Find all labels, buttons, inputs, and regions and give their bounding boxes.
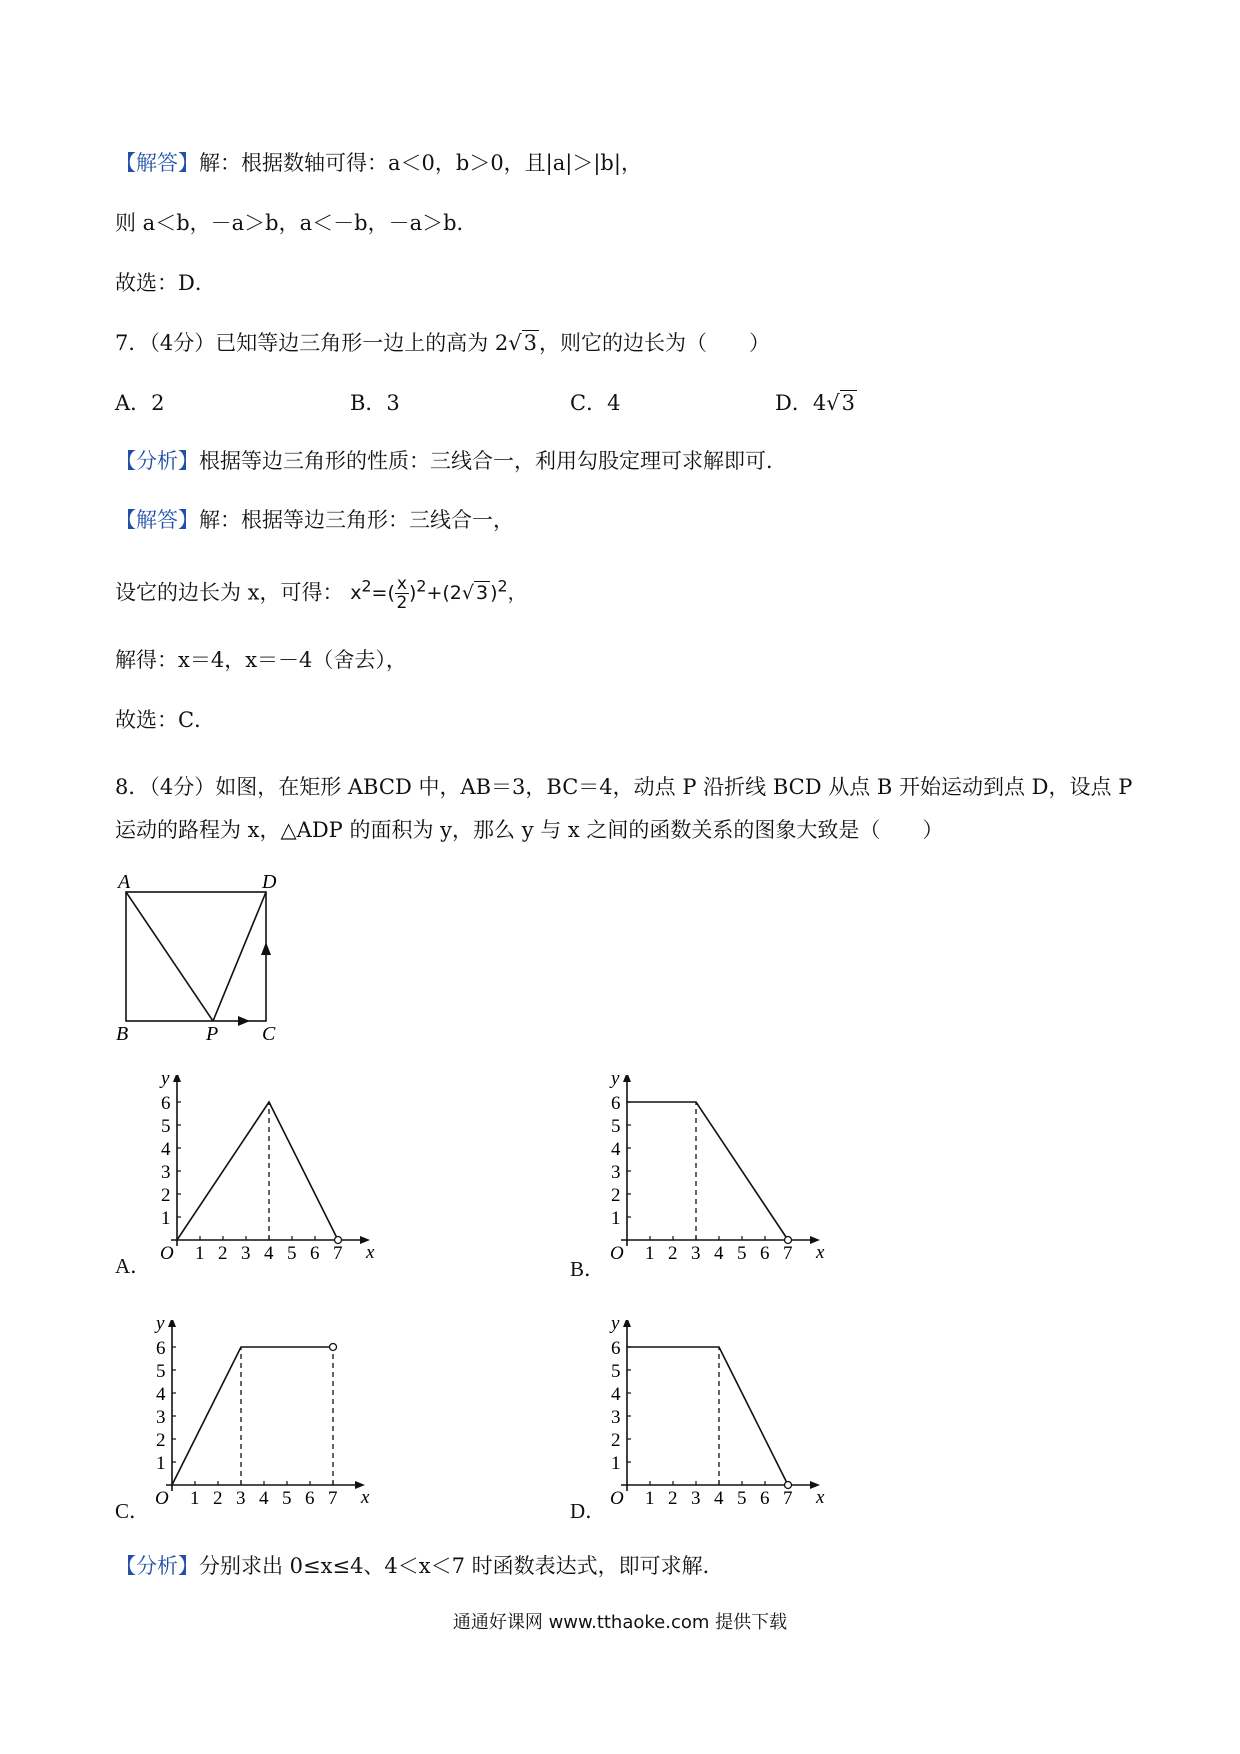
function-line [172, 1347, 333, 1485]
rectangle-figure [110, 870, 310, 1040]
origin-label: O [610, 1243, 624, 1264]
y-tick-label: 5 [161, 1116, 171, 1137]
x-tick-label: 7 [783, 1488, 793, 1509]
y-axis-label: y [156, 1320, 165, 1334]
y-tick-label: 5 [156, 1361, 166, 1382]
y-axis-arrow-icon [173, 1075, 181, 1082]
q7-option-a: A．2 [115, 391, 165, 415]
y-tick-label: 1 [611, 1208, 621, 1229]
eq-exp-2: 2 [416, 577, 427, 596]
graph-option-a-label: A． [115, 1254, 152, 1278]
answer-text: 解：根据数轴可得：a＜0，b＞0，且|a|＞|b|， [199, 151, 642, 175]
eq-exp: 2 [361, 577, 372, 596]
graph-option-c-label: C． [115, 1499, 151, 1523]
open-endpoint [330, 1344, 337, 1351]
y-tick-label: 1 [611, 1453, 621, 1474]
y-tick-label: 3 [161, 1162, 171, 1183]
y-tick-label: 4 [156, 1384, 166, 1405]
function-line [627, 1347, 788, 1485]
x-tick-label: 1 [190, 1488, 200, 1509]
q7-stem [115, 328, 770, 358]
eq-close-paren: ) [408, 582, 417, 605]
origin-label: O [610, 1488, 624, 1509]
y-tick-label: 1 [161, 1208, 171, 1229]
x-tick-label: 4 [714, 1488, 724, 1509]
x-tick-label: 6 [760, 1243, 770, 1264]
setup-prefix: 设它的边长为 x，可得： [115, 580, 344, 605]
q7-analysis [115, 446, 787, 476]
y-tick-label: 2 [161, 1185, 171, 1206]
q7-solve: 解得：x＝4，x＝－4（舍去）， [115, 648, 407, 672]
answer-text: 解：根据等边三角形：三线合一， [199, 508, 514, 532]
q7-option-b: B．3 [350, 391, 400, 415]
x-tick-label: 1 [645, 1243, 655, 1264]
x-axis-label: x [816, 1242, 825, 1263]
q7-stem-suffix: ，则它的边长为（ ） [539, 331, 771, 355]
answer-tag: 【解答】 [115, 508, 199, 532]
x-tick-label: 1 [645, 1488, 655, 1509]
open-endpoint [785, 1482, 792, 1489]
sqrt-icon: √ 3 [461, 582, 489, 605]
radicand: 3 [523, 331, 538, 355]
q6-comparison-line: 则 a＜b，－a＞b，a＜－b，－a＞b． [115, 211, 478, 235]
label-c: C [262, 1023, 276, 1040]
eq-equals: =( [371, 582, 395, 605]
sqrt-icon: √3 [508, 331, 538, 355]
frac-den: 2 [396, 593, 408, 614]
x-tick-label: 3 [241, 1243, 251, 1264]
function-line [627, 1102, 788, 1240]
x-tick-label: 5 [287, 1243, 297, 1264]
arrow-up-icon [261, 942, 271, 955]
y-tick-label: 4 [611, 1384, 621, 1405]
x-tick-label: 2 [668, 1488, 678, 1509]
graph-option-c [150, 1320, 380, 1520]
q6-answer-line [115, 148, 642, 178]
label-d: D [262, 871, 277, 893]
y-tick-label: 6 [156, 1338, 166, 1359]
eq-exp-3: 2 [497, 577, 508, 596]
y-tick-label: 4 [611, 1139, 621, 1160]
x-tick-label: 6 [305, 1488, 315, 1509]
x-axis-label: x [361, 1487, 370, 1508]
eq-plus: +(2 [426, 582, 462, 605]
y-tick-label: 2 [156, 1430, 166, 1451]
frac-num: x [396, 574, 407, 595]
q7-choice: 故选：C． [115, 708, 216, 732]
y-axis-arrow-icon [623, 1075, 631, 1082]
option-d-text: D．4 [775, 391, 827, 415]
x-tick-label: 4 [714, 1243, 724, 1264]
eq-tail: ， [507, 582, 527, 605]
q8-stem-line2: 运动的路程为 x，△ADP 的面积为 y，那么 y 与 x 之间的函数关系的图象大致是（ ） [115, 818, 944, 842]
x-tick-label: 2 [213, 1488, 223, 1509]
x-tick-label: 2 [218, 1243, 228, 1264]
sqrt-icon: √3 [826, 391, 855, 415]
origin-label: O [155, 1488, 169, 1509]
y-tick-label: 3 [156, 1407, 166, 1428]
x-tick-label: 6 [760, 1488, 770, 1509]
fraction [395, 575, 409, 612]
segment-ap [126, 892, 213, 1021]
x-tick-label: 4 [264, 1243, 274, 1264]
x-tick-label: 5 [737, 1243, 747, 1264]
segment-pd [213, 892, 266, 1021]
y-axis-label: y [611, 1320, 620, 1334]
y-tick-label: 3 [611, 1162, 621, 1183]
x-tick-label: 7 [333, 1243, 343, 1264]
y-tick-label: 3 [611, 1407, 621, 1428]
analysis-text: 根据等边三角形的性质：三线合一，利用勾股定理可求解即可． [199, 449, 787, 473]
y-tick-label: 6 [611, 1338, 621, 1359]
x-tick-label: 5 [282, 1488, 292, 1509]
q8-analysis [115, 1551, 724, 1581]
q7-answer [115, 505, 514, 535]
arrow-right-icon [238, 1016, 250, 1026]
x-tick-label: 7 [783, 1243, 793, 1264]
graph-option-a [155, 1075, 385, 1275]
y-axis-label: y [611, 1075, 620, 1089]
origin-label: O [160, 1243, 174, 1264]
y-tick-label: 6 [611, 1093, 621, 1114]
q7-option-c: C．4 [570, 391, 621, 415]
graph-option-b-label: B． [570, 1257, 606, 1281]
y-tick-label: 6 [161, 1093, 171, 1114]
graph-option-d [605, 1320, 835, 1520]
label-a: A [118, 871, 131, 893]
x-tick-label: 3 [691, 1243, 701, 1264]
function-line [177, 1102, 338, 1240]
x-tick-label: 3 [691, 1488, 701, 1509]
q7-stem-prefix: 7．（4分）已知等边三角形一边上的高为 2 [115, 331, 509, 355]
q7-option-d [775, 388, 857, 418]
x-tick-label: 6 [310, 1243, 320, 1264]
y-tick-label: 2 [611, 1430, 621, 1451]
y-tick-label: 5 [611, 1361, 621, 1382]
graph-option-b [605, 1075, 835, 1275]
x-tick-label: 7 [328, 1488, 338, 1509]
analysis-text: 分别求出 0≤x≤4、4＜x＜7 时函数表达式，即可求解． [199, 1554, 724, 1578]
x-tick-label: 5 [737, 1488, 747, 1509]
q8-stem-line1: 8．（4分）如图，在矩形 ABCD 中，AB＝3，BC＝4，动点 P 沿折线 BCD 从点 B 开始运动到点 D，设点 P [115, 775, 1133, 799]
x-tick-label: 3 [236, 1488, 246, 1509]
radicand: 3 [841, 391, 855, 415]
y-tick-label: 2 [611, 1185, 621, 1206]
equation [350, 574, 527, 614]
rectangle-abcd [126, 892, 266, 1021]
x-tick-label: 4 [259, 1488, 269, 1509]
label-p: P [206, 1023, 219, 1040]
open-endpoint [785, 1237, 792, 1244]
eq-lhs: x [350, 582, 362, 605]
y-tick-label: 5 [611, 1116, 621, 1137]
footer: 通通好课网 www.tthaoke.com 提供下载 [452, 1612, 788, 1633]
open-endpoint [335, 1237, 342, 1244]
x-axis-label: x [816, 1487, 825, 1508]
y-tick-label: 1 [156, 1453, 166, 1474]
graph-option-d-label: D． [570, 1499, 607, 1523]
q6-choice: 故选：D． [115, 271, 216, 295]
analysis-tag: 【分析】 [115, 1554, 199, 1578]
label-b: B [116, 1023, 129, 1040]
q7-equation-line [115, 572, 527, 612]
answer-tag: 【解答】 [115, 151, 199, 175]
radicand: 3 [475, 582, 489, 605]
x-tick-label: 2 [668, 1243, 678, 1264]
y-axis-arrow-icon [168, 1320, 176, 1327]
x-tick-label: 1 [195, 1243, 205, 1264]
analysis-tag: 【分析】 [115, 449, 199, 473]
x-axis-label: x [366, 1242, 375, 1263]
y-axis-arrow-icon [623, 1320, 631, 1327]
eq-close: ) [490, 582, 498, 605]
y-axis-label: y [161, 1075, 170, 1089]
y-tick-label: 4 [161, 1139, 171, 1160]
